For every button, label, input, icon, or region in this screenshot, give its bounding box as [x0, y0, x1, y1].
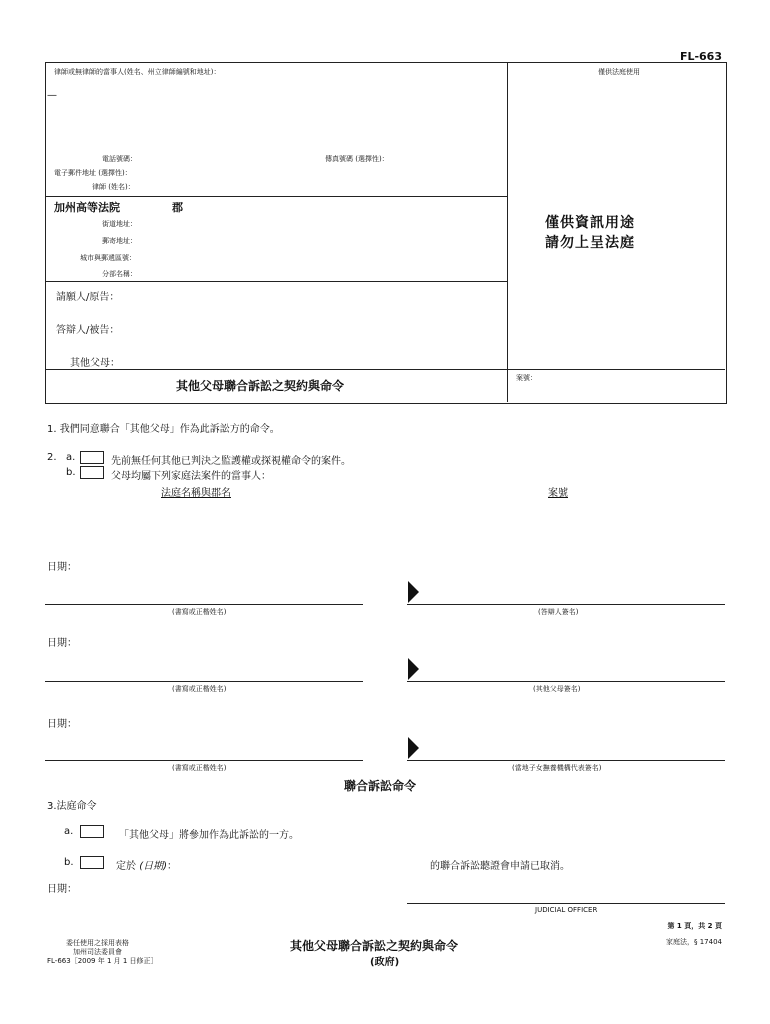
signature-3-right-caption: (當地子女撫養機構代表簽名)	[512, 764, 602, 772]
caption-divider	[507, 62, 508, 402]
mailing-label[interactable]: 郵寄地址：	[102, 237, 137, 245]
item-2b-letter: b.	[66, 467, 76, 478]
order-a-text: 「其他父母」將參加作為此訴訟的一方。	[119, 830, 299, 841]
item-2a-text: 先前無任何其他已判決之監護權或探視權命令的案件。	[111, 456, 351, 467]
order-b-checkbox[interactable]	[80, 856, 104, 869]
attorney-for-label[interactable]: 律師 (姓名)：	[92, 183, 135, 191]
footer-left-line3: FL-663［2009 年 1 月 1 日修正］	[47, 957, 158, 965]
signature-2-date-label: 日期：	[47, 638, 77, 649]
attorney-dash: —	[47, 90, 57, 101]
signature-3-date-label: 日期：	[47, 719, 77, 730]
other-parent-label[interactable]: 其他父母：	[70, 358, 120, 369]
divider-court	[45, 196, 507, 197]
signature-2-left-caption: (書寫或正楷姓名)	[172, 685, 227, 693]
item-2a-checkbox[interactable]	[80, 451, 104, 464]
signature-2-name-line[interactable]	[45, 681, 363, 682]
item-2-number: 2.	[47, 452, 57, 463]
order-b-letter: b.	[64, 857, 74, 868]
item-2b-checkbox[interactable]	[80, 466, 104, 479]
order-b-text	[116, 857, 177, 872]
court-title: 加州高等法院	[54, 201, 120, 214]
form-title: 其他父母聯合訴訟之契約與命令	[176, 379, 345, 393]
form-id: FL-663	[679, 50, 722, 63]
signature-1-left-caption: (書寫或正楷姓名)	[172, 608, 227, 616]
footer-title: 其他父母聯合訴訟之契約與命令	[290, 939, 459, 953]
signature-1-sign-line[interactable]	[407, 604, 725, 605]
judicial-officer-line[interactable]	[407, 903, 725, 904]
respondent-label[interactable]: 答辯人/被告：	[56, 325, 120, 336]
city-zip-label[interactable]: 城市與郵遞區號：	[80, 254, 136, 262]
divider-title	[45, 369, 725, 370]
signature-1-date-label: 日期：	[47, 562, 77, 573]
signature-3-sign-line[interactable]	[407, 760, 725, 761]
order-a-checkbox[interactable]	[80, 825, 104, 838]
item-3-label: 3.法庭命令	[47, 801, 97, 812]
page-number: 第 1 頁，共 2 頁	[667, 922, 722, 930]
divider-parties	[45, 281, 507, 282]
footer-code: 家庭法，§ 17404	[666, 938, 722, 946]
attorney-label: 律師或無律師的當事人(姓名、州立律師編號和地址)：	[54, 68, 221, 76]
info-only-line2: 請勿上呈法庭	[545, 235, 635, 251]
case-number-label[interactable]: 案號：	[516, 374, 537, 382]
street-label[interactable]: 街道地址：	[102, 220, 137, 228]
signature-3-arrow-icon	[408, 737, 419, 759]
email-label[interactable]: 電子郵件地址 (選擇性)：	[54, 169, 132, 177]
order-b-text-colon: ：	[167, 861, 177, 872]
footer-left-line1: 委任使用之採用表格	[66, 939, 129, 947]
judicial-officer-label: JUDICIAL OFFICER	[535, 906, 598, 914]
signature-1-right-caption: (答辯人簽名)	[538, 608, 579, 616]
fax-label[interactable]: 傳真號碼 (選擇性)：	[325, 155, 389, 163]
case-no-header: 案號	[548, 488, 568, 499]
signature-2-right-caption: (其他父母簽名)	[533, 685, 581, 693]
item-1: 1. 我們同意聯合「其他父母」作為此訴訟方的命令。	[47, 424, 280, 435]
signature-2-arrow-icon	[408, 658, 419, 680]
footer-subtitle: (政府)	[370, 957, 400, 968]
item-2b-text: 父母均屬下列家庭法案件的當事人：	[111, 471, 271, 482]
branch-label[interactable]: 分部名稱：	[102, 270, 137, 278]
item-2a-letter: a.	[66, 452, 76, 463]
info-only-line1: 僅供資訊用途	[545, 215, 635, 231]
petitioner-label[interactable]: 請願人/原告：	[56, 292, 120, 303]
order-b-date-placeholder[interactable]: (日期)	[139, 861, 167, 872]
signature-2-sign-line[interactable]	[407, 681, 725, 682]
court-county-header: 法庭名稱與郡名	[161, 488, 231, 499]
signature-1-arrow-icon	[408, 581, 419, 603]
footer-left-line2: 加州司法委員會	[73, 948, 122, 956]
signature-3-left-caption: (書寫或正楷姓名)	[172, 764, 227, 772]
court-use-label: 僅供法庭使用	[598, 68, 640, 76]
order-b-text-pre: 定於	[116, 861, 136, 872]
signature-3-name-line[interactable]	[45, 760, 363, 761]
order-title: 聯合訴訟命令	[344, 779, 417, 793]
order-b-text-post: 的聯合訴訟聽證會申請已取消。	[430, 861, 570, 872]
order-a-letter: a.	[64, 826, 74, 837]
order-date-label: 日期：	[47, 884, 77, 895]
signature-1-name-line[interactable]	[45, 604, 363, 605]
phone-label[interactable]: 電話號碼：	[102, 155, 137, 163]
county-label[interactable]: 郡	[172, 201, 183, 214]
